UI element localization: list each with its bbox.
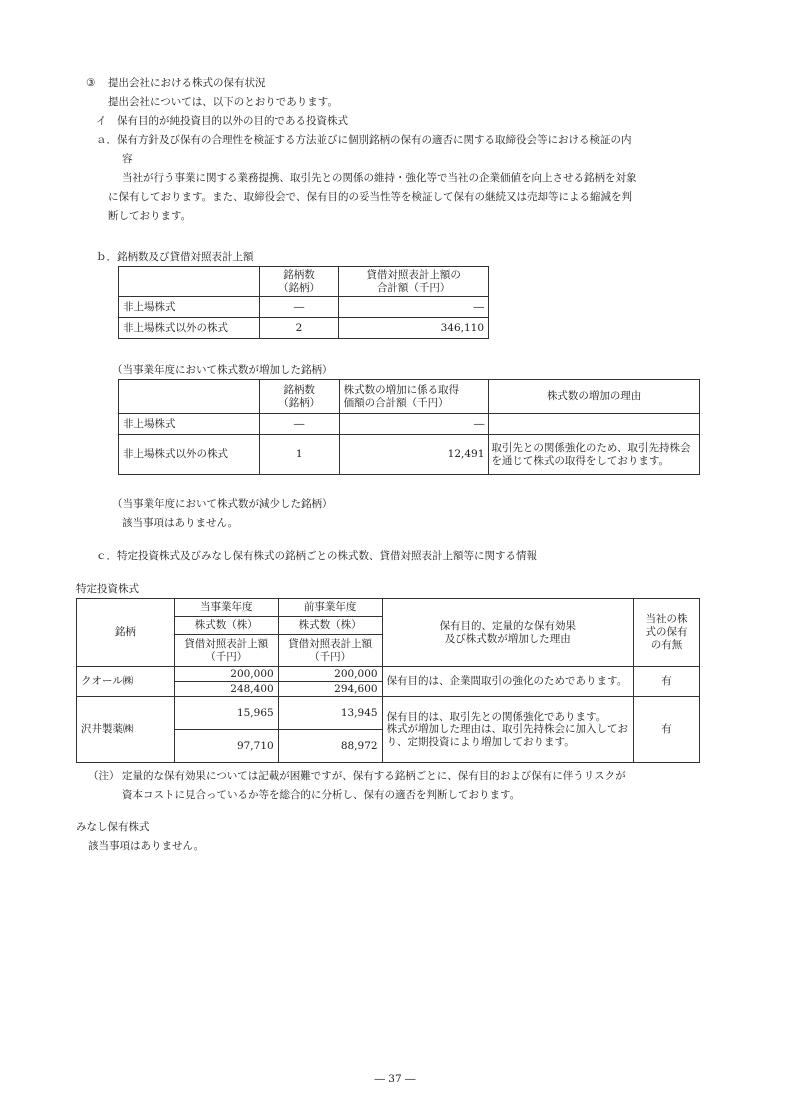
a-heading-line1: ａ．保有方針及び保有の合理性を検証する方法並びに個別銘柄の保有の適否に関する取締役会等における検証の内 bbox=[96, 134, 632, 146]
t2-row-amount: ― bbox=[339, 414, 489, 435]
note-label: （注） bbox=[88, 770, 120, 782]
t2-row-label: 非上場株式 bbox=[119, 414, 260, 435]
t3-prev-bs: 88,972 bbox=[278, 730, 382, 763]
t2-header-amount: 株式数の増加に係る取得 価額の合計額（千円） bbox=[339, 380, 489, 414]
a-body-line1: 当社が行う事業に関する業務提携、取引先との関係の維持・強化等で当社の企業価値を向上させる銘柄を対象 bbox=[122, 172, 637, 184]
t2-row-label: 非上場株式以外の株式 bbox=[119, 435, 260, 475]
t3-cur-bs: 248,400 bbox=[174, 682, 278, 697]
holdings-count-table bbox=[118, 266, 489, 339]
t2-row-amount: 12,491 bbox=[339, 435, 489, 475]
section-title: 提出会社における株式の保有状況 bbox=[108, 77, 266, 89]
t3-cur-shares: 15,965 bbox=[174, 697, 278, 730]
table2-caption: （当事業年度において株式数が増加した銘柄） bbox=[112, 364, 333, 376]
t1-row-label: 非上場株式以外の株式 bbox=[119, 318, 260, 339]
table-row bbox=[119, 297, 489, 318]
a-body-line3: 断しております。 bbox=[108, 210, 192, 222]
b-heading: ｂ．銘柄数及び貸借対照表計上額 bbox=[96, 251, 254, 263]
t3-cross: 有 bbox=[634, 697, 700, 763]
t3-purpose: 保有目的は、取引先との関係強化であります。 株式が増加した理由は、取引先持株会に加入しており、定期投資により増加しております。 bbox=[382, 697, 634, 763]
note-line2: 資本コストに見合っているか等を総合的に分析し、保有の適否を判断しております。 bbox=[122, 789, 521, 801]
t3-header-previous: 前事業年度 bbox=[278, 599, 382, 617]
t3-header-shares: 株式数（株） bbox=[174, 617, 278, 635]
t3-prev-shares: 200,000 bbox=[278, 667, 382, 682]
deemed-heading: みなし保有株式 bbox=[76, 821, 150, 833]
table-row bbox=[119, 435, 700, 475]
c-heading: ｃ．特定投資株式及びみなし保有株式の銘柄ごとの株式数、貸借対照表計上額等に関する情報 bbox=[96, 550, 537, 562]
table-row bbox=[77, 697, 700, 730]
t1-row-amount: ― bbox=[339, 297, 489, 318]
decrease-caption: （当事業年度において株式数が減少した銘柄） bbox=[112, 498, 333, 510]
specified-caption: 特定投資株式 bbox=[76, 583, 139, 595]
t1-row-amount: 346,110 bbox=[339, 318, 489, 339]
specified-stocks-table bbox=[76, 598, 700, 763]
t3-header-purpose: 保有目的、定量的な保有効果 及び株式数が増加した理由 bbox=[382, 599, 634, 667]
table-row bbox=[77, 667, 700, 682]
t3-header-current: 当事業年度 bbox=[174, 599, 278, 617]
t3-cross: 有 bbox=[634, 667, 700, 697]
t2-header-reason: 株式数の増加の理由 bbox=[489, 380, 700, 414]
note-line1: 定量的な保有効果については記載が困難ですが、保有する銘柄ごとに、保有目的および保有に伴うリスクが bbox=[122, 770, 626, 782]
page-number: ― 37 ― bbox=[374, 1073, 416, 1085]
t3-cur-bs: 97,710 bbox=[174, 730, 278, 763]
t1-row-count: ― bbox=[259, 297, 339, 318]
t1-row-label: 非上場株式 bbox=[119, 297, 260, 318]
t3-prev-bs: 294,600 bbox=[278, 682, 382, 697]
section-intro: 提出会社については、以下のとおりであります。 bbox=[108, 96, 338, 108]
t3-purpose: 保有目的は、企業間取引の強化のためであります。 bbox=[382, 667, 634, 697]
t1-header-count: 銘柄数 （銘柄） bbox=[259, 267, 339, 297]
deemed-text: 該当事項はありません。 bbox=[88, 840, 205, 852]
t2-row-reason bbox=[489, 414, 700, 435]
table-row bbox=[119, 414, 700, 435]
t3-cur-shares: 200,000 bbox=[174, 667, 278, 682]
t1-row-count: 2 bbox=[259, 318, 339, 339]
t1-header-amount: 貸借対照表計上額の 合計額（千円） bbox=[339, 267, 489, 297]
t3-header-bs: 貸借対照表計上額 （千円） bbox=[278, 635, 382, 667]
t3-header-bs: 貸借対照表計上額 （千円） bbox=[174, 635, 278, 667]
t3-header-cross: 当社の株 式の保有 の有無 bbox=[634, 599, 700, 667]
a-heading-line2: 容 bbox=[122, 153, 133, 165]
increase-table bbox=[118, 379, 700, 475]
t2-row-count: ― bbox=[259, 414, 339, 435]
decrease-text: 該当事項はありません。 bbox=[122, 517, 239, 529]
section-number: ③ bbox=[86, 77, 96, 89]
t3-header-shares: 株式数（株） bbox=[278, 617, 382, 635]
subtitle-i: イ 保有目的が純投資目的以外の目的である投資株式 bbox=[96, 115, 348, 127]
t3-stock-name: 沢井製薬㈱ bbox=[77, 697, 175, 763]
table-row bbox=[119, 318, 489, 339]
t2-header-count: 銘柄数 （銘柄） bbox=[259, 380, 339, 414]
t2-row-count: 1 bbox=[259, 435, 339, 475]
a-body-line2: に保有しております。また、取締役会で、保有目的の妥当性等を検証して保有の継続又は売却等による縮減を判 bbox=[108, 191, 632, 203]
t2-row-reason: 取引先との関係強化のため、取引先持株会を通じて株式の取得をしております。 bbox=[489, 435, 700, 475]
t3-header-name: 銘柄 bbox=[77, 599, 175, 667]
t3-prev-shares: 13,945 bbox=[278, 697, 382, 730]
t3-stock-name: クオール㈱ bbox=[77, 667, 175, 697]
